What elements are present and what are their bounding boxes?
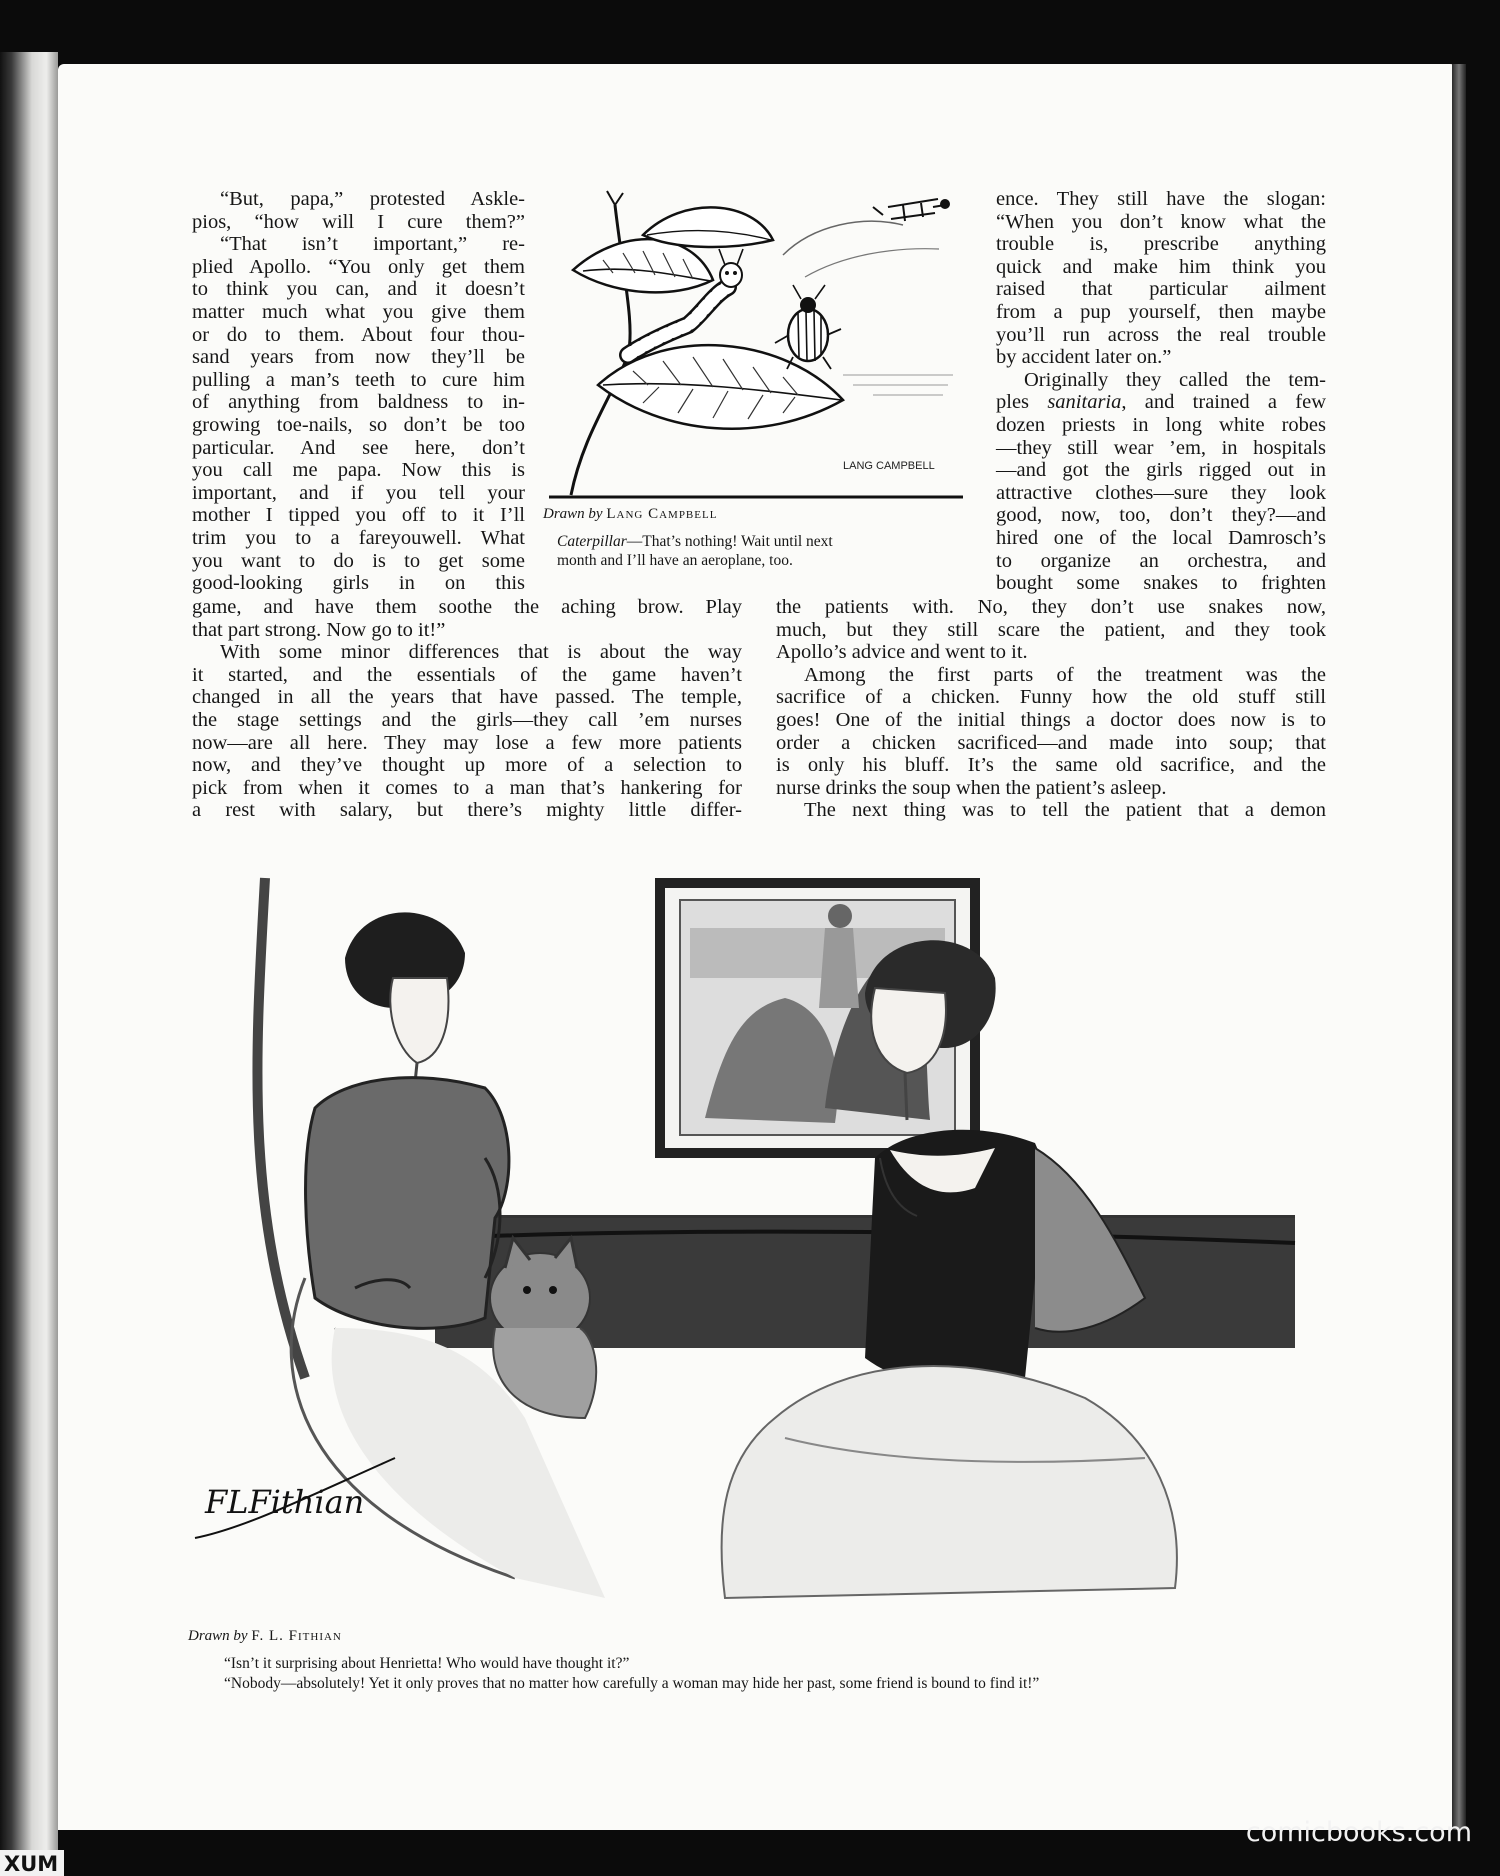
text-line: by accident later on.”: [996, 346, 1172, 369]
caption-line: month and I’ll have an aeroplane, too.: [557, 552, 793, 569]
text-line: ence. They still have the slogan:: [996, 188, 1326, 210]
text-line: much, but they still scare the patient, and they took: [776, 618, 1326, 641]
facing-page-edge: [0, 52, 58, 1852]
text-line: The next thing was to tell the patient that a demon: [804, 799, 1326, 822]
text-line: good-looking girls in on this: [192, 572, 525, 595]
text-line: good, now, too, don’t they?—and: [996, 504, 1326, 527]
artist-signature: LANG CAMPBELL: [843, 460, 935, 472]
text-line: of anything from baldness to in-: [192, 391, 525, 414]
text-line: the patients with. No, they don’t use snakes now,: [776, 596, 1326, 618]
text-line: from a pup yourself, then maybe: [996, 300, 1326, 323]
text-line: sacrifice of a chicken. Funny how the old stuff still: [776, 686, 1326, 709]
cartoon-credit: [543, 506, 717, 523]
credit-prefix: Drawn by: [188, 1628, 248, 1644]
article-column-left-bottom: [192, 596, 742, 822]
text-line: now—are all here. They may lose a few more patients: [192, 731, 742, 754]
text-line: to organize an orchestra, and: [996, 549, 1326, 572]
text-line: you’ll run across the real trouble: [996, 323, 1326, 346]
caption-line: —That’s nothing! Wait until next: [626, 533, 833, 550]
text-line: —they still wear ’em, in hospitals: [996, 436, 1326, 459]
text-line: nurse drinks the soup when the patient’s asleep.: [776, 776, 1167, 799]
text-line: mother I tipped you off to it I’ll: [192, 504, 525, 527]
text-line: a rest with salary, but there’s mighty little differ-: [192, 799, 742, 822]
text-line: now, and they’ve thought up more of a selection to: [192, 754, 742, 777]
text-line: trouble is, prescribe anything: [996, 233, 1326, 256]
text-line: ples sanitaria, and trained a few: [996, 391, 1327, 414]
credit-prefix: Drawn by: [543, 506, 603, 522]
text-line: With some minor differences that is about the way: [220, 641, 742, 664]
text-line: dozen priests in long white robes: [996, 413, 1326, 436]
text-line: Originally they called the tem-: [1024, 368, 1326, 391]
beetle-icon: [775, 285, 841, 369]
text-line: that part strong. Now go to it!”: [192, 618, 446, 641]
text-line: sand years from now they’ll be: [192, 346, 525, 369]
text-line: growing toe-nails, so don’t be too: [192, 413, 525, 436]
illustration-caption-line-2: “Nobody—absolutely! Yet it only proves that no matter how carefully a woman may hide her past, some friend is bound to find it!”: [224, 1675, 1040, 1692]
text-line: goes! One of the initial things a doctor does now is to: [776, 708, 1326, 731]
text-line: pios, “how will I cure them?”: [192, 210, 525, 233]
text-line: the stage settings and the girls—they call ’em nurses: [192, 708, 742, 731]
text-line: “That isn’t important,” re-: [220, 233, 525, 256]
credit-name: Lang Campbell: [606, 506, 718, 522]
caption-speaker: Caterpillar: [557, 533, 627, 550]
cartoon-caption: [557, 532, 977, 551]
italic-word: sanitaria: [1047, 391, 1122, 414]
text-line: important, and if you tell your: [192, 481, 525, 504]
text-line: attractive clothes—sure they look: [996, 481, 1326, 504]
text-line: hired one of the local Damrosch’s: [996, 526, 1326, 549]
text-line: pulling a man’s teeth to cure him: [192, 368, 525, 391]
text-line: matter much what you give them: [192, 300, 525, 323]
caterpillar-cartoon: [543, 185, 963, 501]
illustration-caption-line-1: “Isn’t it surprising about Henrietta! Who would have thought it?”: [224, 1655, 630, 1672]
text-line: Apollo’s advice and went to it.: [776, 641, 1028, 664]
text-line: or do to them. About four thou-: [192, 323, 525, 346]
aeroplane-icon: [873, 199, 949, 221]
two-women-illustration: [185, 858, 1315, 1618]
text-line: it started, and the essentials of the game haven’t: [192, 663, 742, 686]
text-line: Among the first parts of the treatment was the: [804, 663, 1326, 686]
text-line: “When you don’t know what the: [996, 210, 1326, 233]
credit-name: F. L. Fithian: [251, 1628, 342, 1644]
text-line: raised that particular ailment: [996, 278, 1326, 301]
text-line: trim you to a fareyouwell. What: [192, 526, 525, 549]
text-line: is only his bluff. It’s the same old sacrifice, and the: [776, 754, 1326, 777]
article-column-right-bottom: [776, 596, 1326, 822]
text-line: plied Apollo. “You only get them: [192, 255, 525, 278]
page-binding-edge: [1452, 64, 1466, 1830]
cartoon-caption-2: [557, 551, 977, 570]
text-line: game, and have them soothe the aching brow. Play: [192, 596, 742, 618]
text-line: bought some snakes to frighten: [996, 572, 1326, 595]
text-line: order a chicken sacrificed—and made into soup; that: [776, 731, 1326, 754]
article-column-right-top: [996, 188, 1326, 595]
text-line: quick and make him think you: [996, 255, 1326, 278]
corner-tag: XUM: [0, 1850, 64, 1876]
text-line: “But, papa,” protested Askle-: [220, 188, 525, 210]
text-line: particular. And see here, don’t: [192, 436, 525, 459]
artist-signature: FLFithian: [205, 1483, 365, 1521]
text-line: —and got the girls rigged out in: [996, 459, 1326, 482]
illustration-credit: [188, 1628, 342, 1645]
text-line: pick from when it comes to a man that’s hankering for: [192, 776, 742, 799]
text-line: to think you can, and it doesn’t: [192, 278, 525, 301]
site-watermark: comicbooks.com: [1245, 1817, 1472, 1848]
leaf-icon: [643, 207, 773, 247]
text-line: you want to do is to get some: [192, 549, 525, 572]
text-line: changed in all the years that have passed. The temple,: [192, 686, 742, 709]
article-column-left-top: [192, 188, 525, 595]
text-line: you call me papa. Now this is: [192, 459, 525, 482]
